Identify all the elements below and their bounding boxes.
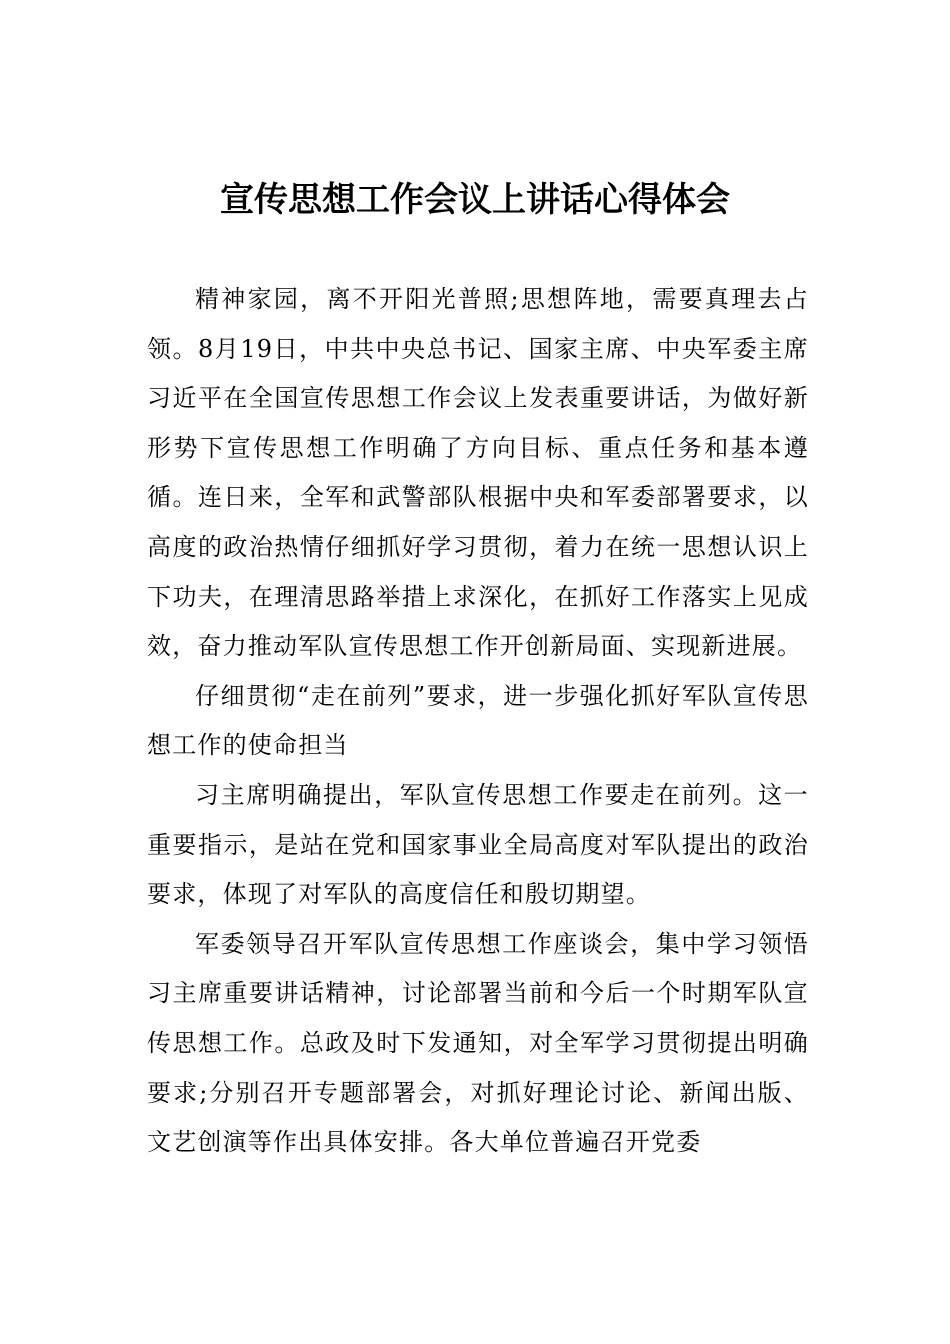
document-body	[147, 275, 809, 1168]
paragraph: 军委领导召开军队宣传思想工作座谈会，集中学习领悟习主席重要讲话精神，讨论部署当前和今后一个时期军队宣传思想工作。总政及时下发通知，对全军学习贯彻提出明确要求;分别召开专题部署会，对抓好理论讨论、新闻出版、文艺创演等作出具体安排。各大单位普遍召开党委	[147, 929, 809, 1157]
document-title: 宣传思想工作会议上讲话心得体会	[220, 180, 730, 220]
paragraph: 精神家园，离不开阳光普照;思想阵地，需要真理去占领。8月19日，中共中央总书记、国家主席、中央军委主席习近平在全国宣传思想工作会议上发表重要讲话，为做好新形势下宣传思想工作明确了方向目标、重点任务和基本遵循。连日来，全军和武警部队根据中央和军委部署要求，以高度的政治热情仔细抓好学习贯彻，着力在统一思想认识上下功夫，在理清思路举措上求深化，在抓好工作落实上见成效，奋力推动军队宣传思想工作开创新局面、实现新进展。	[147, 285, 809, 661]
paragraph: 仔细贯彻“走在前列”要求，进一步强化抓好军队宣传思想工作的使命担当	[147, 681, 809, 760]
paragraph: 习主席明确提出，军队宣传思想工作要走在前列。这一重要指示，是站在党和国家事业全局高度对军队提出的政治要求，体现了对军队的高度信任和殷切期望。	[147, 780, 809, 909]
